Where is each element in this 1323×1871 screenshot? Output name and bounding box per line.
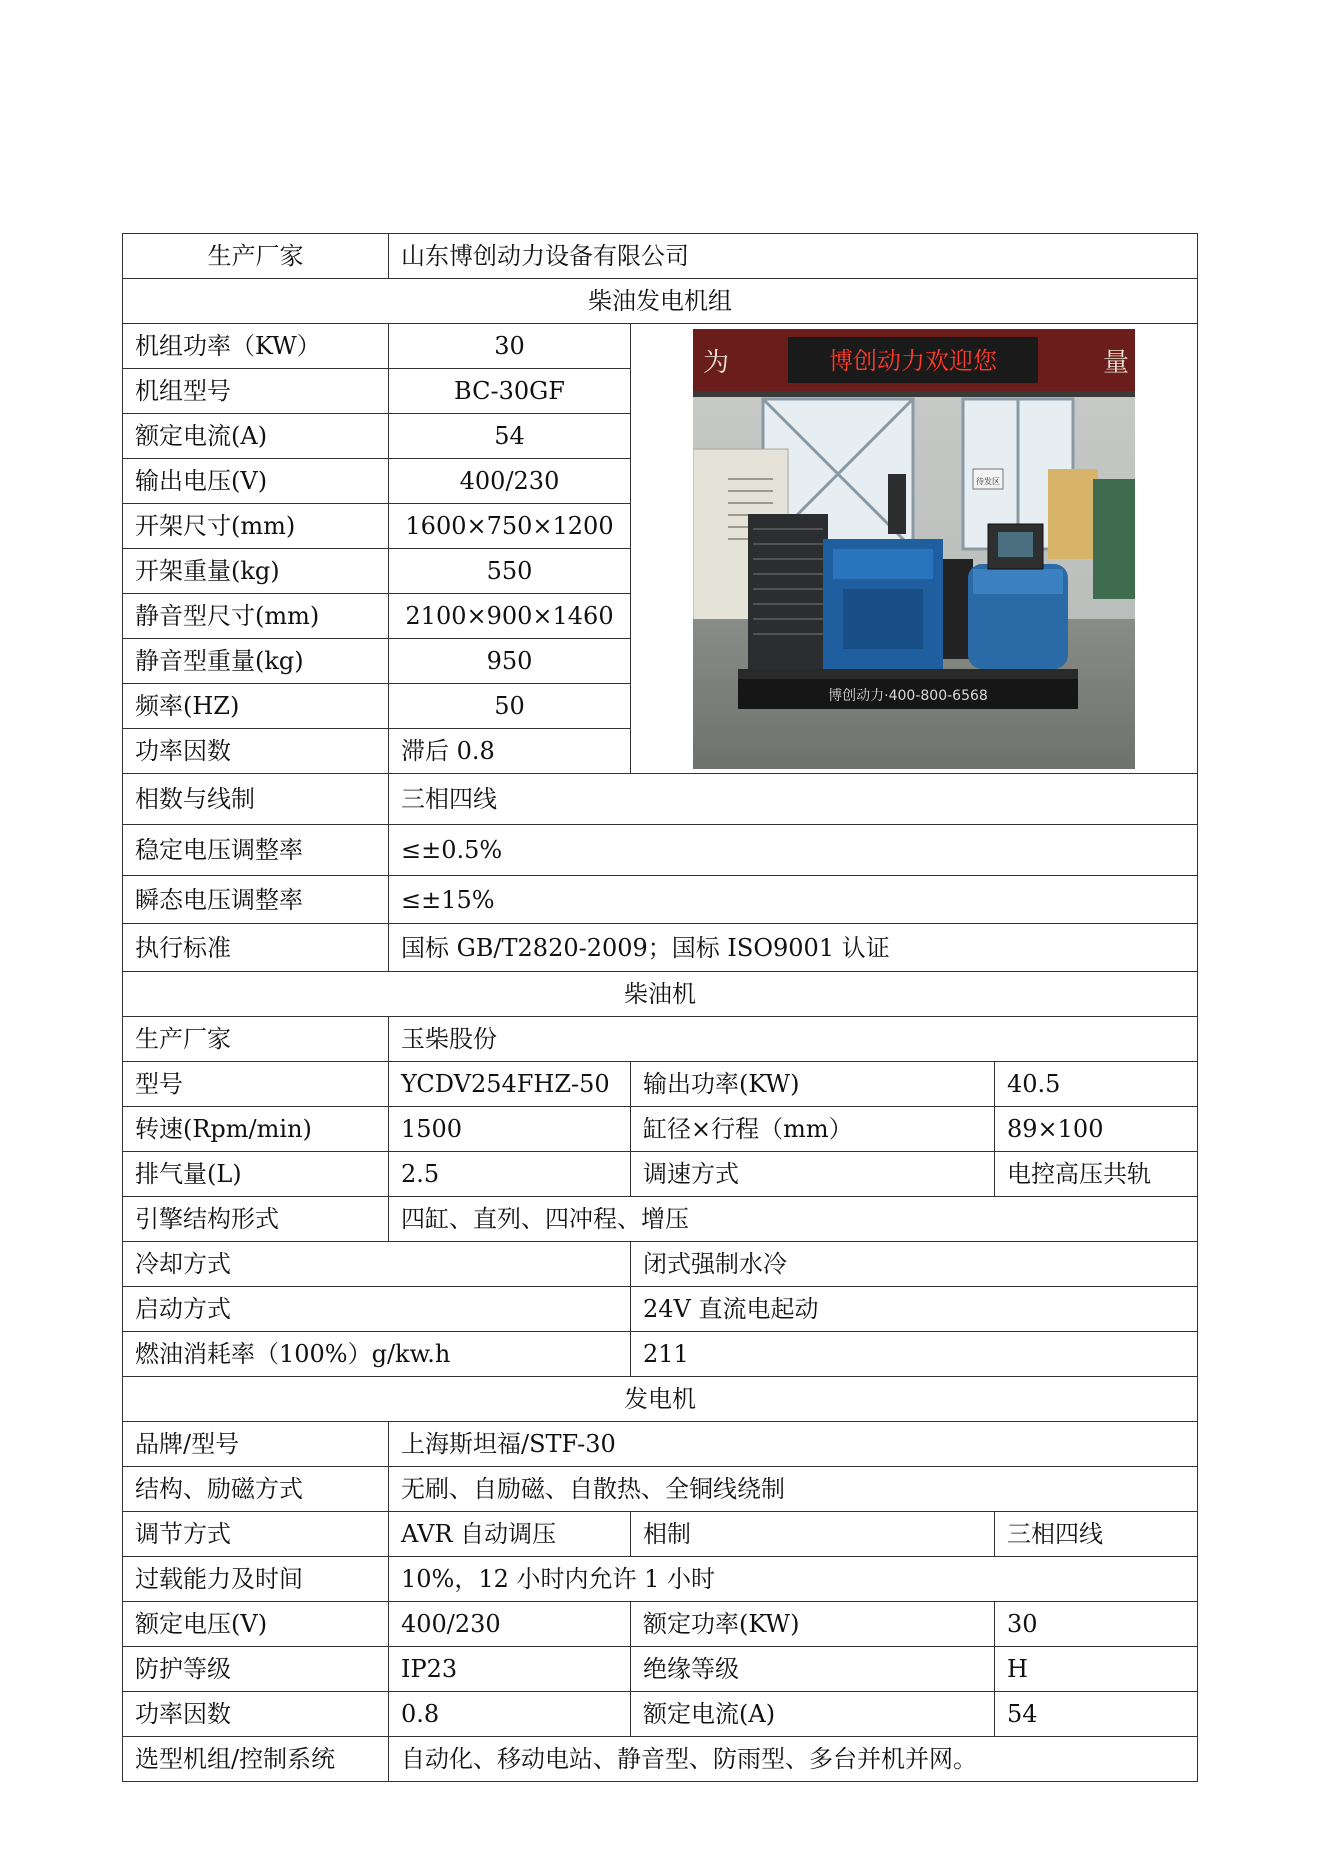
section-header-row [123, 279, 1198, 324]
genset-row-label: 额定电流(A) [123, 414, 389, 459]
genset-row-value: 400/230 [389, 459, 631, 504]
engine-row-label: 型号 [123, 1062, 389, 1107]
table-row [123, 1107, 1198, 1152]
sign-text: 待发区 [976, 476, 1000, 486]
table-row [123, 1197, 1198, 1242]
engine-structure-label: 引擎结构形式 [123, 1197, 389, 1242]
genset-wide-label: 执行标准 [123, 924, 389, 972]
manufacturer-label: 生产厂家 [123, 234, 389, 279]
generator-excitation-label: 结构、励磁方式 [123, 1467, 389, 1512]
base-text: 博创动力·400-800-6568 [828, 687, 988, 704]
generator-row-value: IP23 [389, 1647, 631, 1692]
table-row [123, 1647, 1198, 1692]
generator-photo [693, 329, 1135, 769]
generator-overload-value: 10%，12 小时内允许 1 小时 [389, 1557, 1198, 1602]
genset-row-value: 54 [389, 414, 631, 459]
engine-half-value: 24V 直流电起动 [631, 1287, 1198, 1332]
genset-wide-label: 相数与线制 [123, 774, 389, 825]
genset-wide-value: ≤±15% [389, 876, 1198, 924]
engine-half-value: 闭式强制水冷 [631, 1242, 1198, 1287]
table-row [123, 1287, 1198, 1332]
genset-wide-value: 三相四线 [389, 774, 1198, 825]
genset-row-value: 1600×750×1200 [389, 504, 631, 549]
genset-row-label: 开架尺寸(mm) [123, 504, 389, 549]
section-header-row [123, 1377, 1198, 1422]
table-row [123, 1332, 1198, 1377]
engine-manufacturer-label: 生产厂家 [123, 1017, 389, 1062]
generator-row-label: 功率因数 [123, 1692, 389, 1737]
table-row [123, 1062, 1198, 1107]
generator-row-label: 调节方式 [123, 1512, 389, 1557]
engine-row-value: 1500 [389, 1107, 631, 1152]
engine-half-label: 启动方式 [123, 1287, 631, 1332]
generator-overload-label: 过载能力及时间 [123, 1557, 389, 1602]
genset-row-label: 功率因数 [123, 729, 389, 774]
side-text-left: 为 [703, 347, 730, 378]
manufacturer-value: 山东博创动力设备有限公司 [389, 234, 1198, 279]
table-row [123, 924, 1198, 972]
genset-row-label: 机组功率（KW） [123, 324, 389, 369]
engine-row-value: 电控高压共轨 [995, 1152, 1198, 1197]
engine-half-label: 冷却方式 [123, 1242, 631, 1287]
table-row [123, 1557, 1198, 1602]
generator-row-value: 30 [995, 1602, 1198, 1647]
generator-options-value: 自动化、移动电站、静音型、防雨型、多台并机并网。 [389, 1737, 1198, 1782]
engine-row-label: 调速方式 [631, 1152, 995, 1197]
table-row [123, 876, 1198, 924]
engine-structure-value: 四缸、直列、四冲程、增压 [389, 1197, 1198, 1242]
table-row [123, 1737, 1198, 1782]
generator-excitation-value: 无刷、自励磁、自散热、全铜线绕制 [389, 1467, 1198, 1512]
genset-row-value: 30 [389, 324, 631, 369]
engine-row-label: 转速(Rpm/min) [123, 1107, 389, 1152]
generator-options-label: 选型机组/控制系统 [123, 1737, 389, 1782]
genset-row-label: 机组型号 [123, 369, 389, 414]
generator-row-label: 额定电流(A) [631, 1692, 995, 1737]
genset-photo-cell [631, 324, 1198, 774]
engine-half-label: 燃油消耗率（100%）g/kw.h [123, 1332, 631, 1377]
genset-row-value: 50 [389, 684, 631, 729]
generator-row-value: 54 [995, 1692, 1198, 1737]
generator-row-value: 0.8 [389, 1692, 631, 1737]
section-header-row [123, 972, 1198, 1017]
table-row [123, 1017, 1198, 1062]
genset-row-value: 550 [389, 549, 631, 594]
side-text-right: 量 [1103, 347, 1130, 378]
table-row [123, 1512, 1198, 1557]
generator-row-value: AVR 自动调压 [389, 1512, 631, 1557]
genset-row-value: 950 [389, 639, 631, 684]
genset-row-value: BC-30GF [389, 369, 631, 414]
generator-row-value: 400/230 [389, 1602, 631, 1647]
table-row [123, 825, 1198, 876]
generator-row-value: H [995, 1647, 1198, 1692]
spec-table [122, 233, 1198, 1782]
genset-row-value: 2100×900×1460 [389, 594, 631, 639]
table-row [123, 774, 1198, 825]
engine-row-label: 排气量(L) [123, 1152, 389, 1197]
genset-wide-label: 瞬态电压调整率 [123, 876, 389, 924]
table-row [123, 1692, 1198, 1737]
generator-row-label: 绝缘等级 [631, 1647, 995, 1692]
generator-section-title: 发电机 [123, 1377, 1198, 1422]
genset-row-label: 频率(HZ) [123, 684, 389, 729]
genset-wide-value: 国标 GB/T2820-2009；国标 ISO9001 认证 [389, 924, 1198, 972]
generator-row-label: 额定功率(KW) [631, 1602, 995, 1647]
engine-manufacturer-value: 玉柴股份 [389, 1017, 1198, 1062]
table-row [123, 324, 1198, 369]
genset-row-label: 静音型重量(kg) [123, 639, 389, 684]
engine-section-title: 柴油机 [123, 972, 1198, 1017]
generator-brand-label: 品牌/型号 [123, 1422, 389, 1467]
engine-row-label: 缸径×行程（mm） [631, 1107, 995, 1152]
banner-text: 博创动力欢迎您 [829, 346, 997, 375]
genset-wide-value: ≤±0.5% [389, 825, 1198, 876]
table-row [123, 1422, 1198, 1467]
table-row [123, 234, 1198, 279]
genset-row-label: 输出电压(V) [123, 459, 389, 504]
genset-row-label: 开架重量(kg) [123, 549, 389, 594]
generator-row-label: 额定电压(V) [123, 1602, 389, 1647]
engine-row-value: 2.5 [389, 1152, 631, 1197]
genset-section-title: 柴油发电机组 [123, 279, 1198, 324]
table-row [123, 1242, 1198, 1287]
engine-half-value: 211 [631, 1332, 1198, 1377]
genset-row-label: 静音型尺寸(mm) [123, 594, 389, 639]
table-row [123, 1602, 1198, 1647]
engine-row-value: 89×100 [995, 1107, 1198, 1152]
table-row [123, 1152, 1198, 1197]
generator-row-label: 防护等级 [123, 1647, 389, 1692]
engine-row-label: 输出功率(KW) [631, 1062, 995, 1107]
generator-row-label: 相制 [631, 1512, 995, 1557]
engine-row-value: YCDV254FHZ-50 [389, 1062, 631, 1107]
genset-row-value: 滞后 0.8 [389, 729, 631, 774]
generator-row-value: 三相四线 [995, 1512, 1198, 1557]
genset-wide-label: 稳定电压调整率 [123, 825, 389, 876]
table-row [123, 1467, 1198, 1512]
generator-brand-value: 上海斯坦福/STF-30 [389, 1422, 1198, 1467]
engine-row-value: 40.5 [995, 1062, 1198, 1107]
